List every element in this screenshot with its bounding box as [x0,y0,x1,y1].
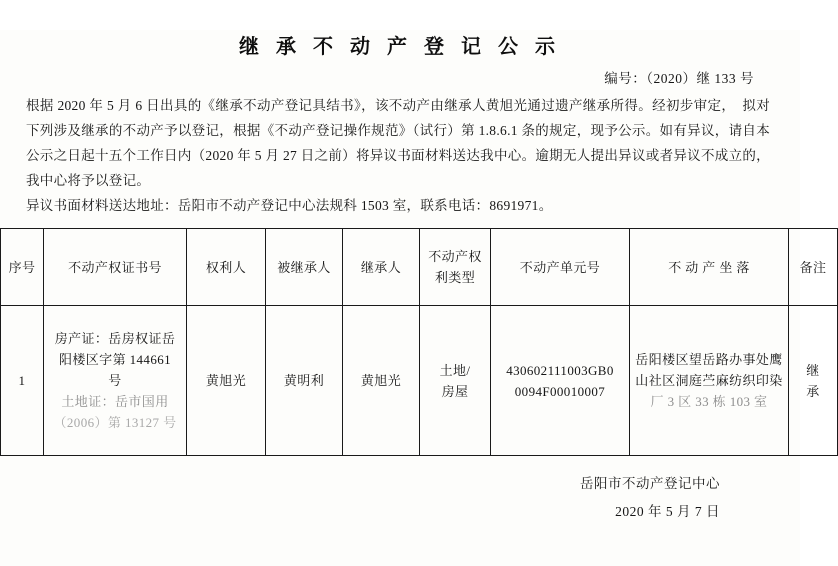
paragraph-2: 异议书面材料送达地址：岳阳市不动产登记中心法规科 1503 室，联系电话：8691971。 [26,198,553,213]
unit-number-line-2: 0094F00010007 [514,383,606,399]
location-line-3: 厂 3 区 33 栋 103 室 [650,394,768,409]
cell-right-type [420,306,491,456]
cell-remark [789,306,838,456]
cell-decedent: 黄明利 [266,306,343,456]
right-type-line-1: 土地/ [439,362,471,378]
certificate-line-2: 阳楼区字第 144661 [58,352,172,367]
location-line-2: 山社区洞庭苎麻纺织印染 [635,373,783,388]
issue-date: 2020 年 5 月 7 日 [615,504,720,519]
column-header-heir: 继承人 [343,229,420,306]
column-header-unit-number: 不动产单元号 [491,229,630,306]
column-header-certificate: 不动产权证书号 [44,229,187,306]
column-header-right-type: 不动产权利类型 [420,229,491,306]
cell-location [630,306,789,456]
page-title: 继 承 不 动 产 登 记 公 示 [239,36,561,58]
registration-table [0,228,838,456]
certificate-line-4: 土地证：岳市国用 [61,394,169,409]
certificate-line-3: 号 [108,373,122,388]
cell-right-holder: 黄旭光 [187,306,266,456]
cell-unit-number [491,306,630,456]
column-header-location: 不 动 产 坐 落 [630,229,789,306]
certificate-line-1: 房产证：岳房权证岳 [54,331,176,346]
body-text [0,93,800,218]
location-line-1: 岳阳楼区望岳路办事处鹰 [635,352,783,367]
column-header-remark: 备注 [789,229,838,306]
column-header-decedent: 被继承人 [266,229,343,306]
table-row [1,306,838,456]
right-type-line-2: 房屋 [441,383,469,399]
paragraph-1: 根据 2020 年 5 月 6 日出具的《继承不动产登记具结书》，该不动产由继承人黄旭光通过遗产继承所得。经初步审定， 拟对下列涉及继承的不动产予以登记，根据《不动产登记操作规范》（试行）第 1.8.6.1 条的规定，现予公示。如有异议，请自本公示之日起十五个工作日内（2020 年 5 月 27 日之前）将异议书面材料送达我中心。逾期无人提出异议或者异议不成立的，我中心将予以登记。 [26,98,770,188]
document-page [0,30,827,566]
remark-line-2: 承 [806,383,820,399]
document-footer [0,470,800,526]
cell-seq: 1 [1,306,44,456]
remark-line-1: 继 [806,362,820,378]
unit-number-line-1: 430602111003GB0 [506,362,614,378]
issuing-authority: 岳阳市不动产登记中心 [580,476,720,491]
column-header-right-holder: 权利人 [187,229,266,306]
certificate-line-5: （2006）第 13127 号 [53,415,177,430]
column-header-seq: 序号 [1,229,44,306]
document-number: 编号：（2020）继 133 号 [604,71,754,86]
cell-certificate [44,306,187,456]
table-header-row [1,229,838,306]
cell-heir: 黄旭光 [343,306,420,456]
